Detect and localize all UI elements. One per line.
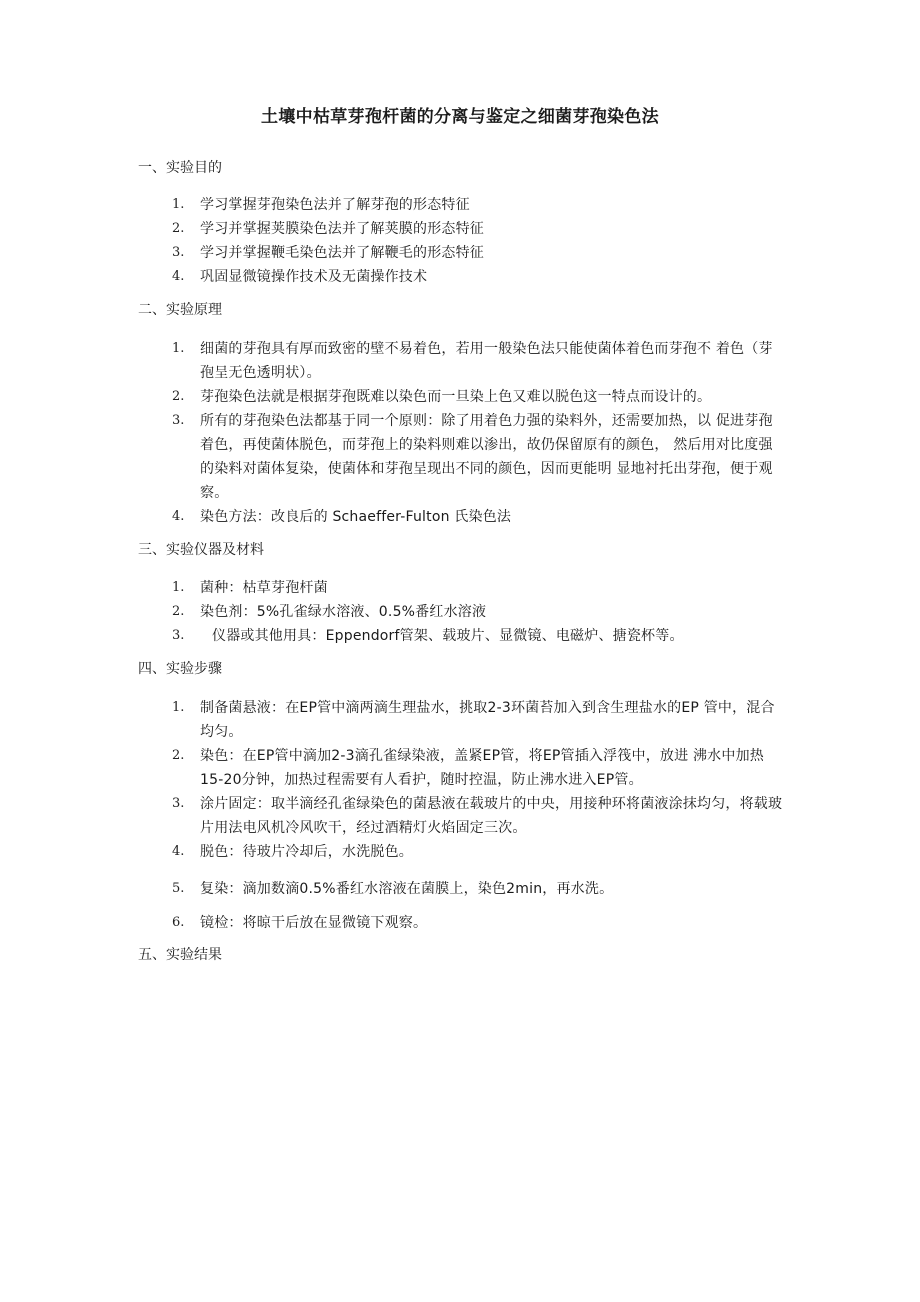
list-item (172, 337, 784, 385)
list-item-number: 4. (172, 509, 185, 524)
list-item-text: 巩固显微镜操作技术及无菌操作技术 (200, 269, 428, 285)
list-item (172, 624, 784, 648)
list-item-number: 1. (172, 700, 185, 715)
list-item (172, 241, 784, 265)
list-item (172, 792, 784, 840)
list-item-number: 3. (172, 245, 185, 260)
list-item-number: 3. (172, 628, 185, 643)
list-item-text: 学习掌握芽孢染色法并了解芽孢的形态特征 (200, 197, 470, 213)
list-item-text: 仪器或其他用具：Eppendorf管架、载玻片、显微镜、电磁炉、搪瓷杯等。 (212, 628, 684, 644)
list-item-text: 染色剂：5%孔雀绿水溶液、0.5%番红水溶液 (200, 604, 487, 620)
list-item-text: 学习并掌握荚膜染色法并了解荚膜的形态特征 (200, 221, 484, 237)
section-heading-results: 五、实验结果 (138, 947, 222, 963)
list-item (172, 840, 784, 864)
list-item (172, 385, 784, 409)
list-item (172, 265, 784, 289)
list-item (172, 744, 784, 792)
list-item-text: 学习并掌握鞭毛染色法并了解鞭毛的形态特征 (200, 245, 484, 261)
list-item-number: 3. (172, 413, 185, 428)
list-item-number: 3. (172, 796, 185, 811)
list-item-number: 2. (172, 748, 185, 763)
list-item-text: 脱色：待玻片冷却后，水洗脱色。 (200, 844, 413, 860)
list-item (172, 911, 784, 935)
list-item-text: 镜检：将晾干后放在显微镜下观察。 (200, 915, 428, 931)
list-item-text: 制备菌悬液：在EP管中滴两滴生理盐水，挑取2-3环菌苔加入到含生理盐水的EP 管中，混合均匀。 (200, 700, 775, 740)
section-heading-materials: 三、实验仪器及材料 (138, 542, 264, 558)
list-item (172, 193, 784, 217)
list-item-number: 4. (172, 844, 185, 859)
list-item-text: 菌种：枯草芽孢杆菌 (200, 580, 328, 596)
list-item-text: 所有的芽孢染色法都基于同一个原则：除了用着色力强的染料外，还需要加热，以 促进芽孢着色，再使菌体脱色，而芽孢上的染料则难以渗出，故仍保留原有的颜色， 然后用对比度强的染料对菌体复染，使菌体和芽孢呈现出不同的颜色，因而更能明 显地衬托出芽孢，便于观察。 (200, 413, 773, 501)
list-item-text: 复染：滴加数滴0.5%番红水溶液在菌膜上，染色2min，再水洗。 (200, 881, 614, 897)
document-title: 土壤中枯草芽孢杆菌的分离与鉴定之细菌芽孢染色法 (261, 107, 659, 127)
list-item (172, 600, 784, 624)
section-heading-principles: 二、实验原理 (138, 302, 222, 318)
list-item (172, 505, 784, 529)
list-item-text: 染色：在EP管中滴加2-3滴孔雀绿染液，盖紧EP管，将EP管插入浮筏中，放进 沸水中加热15-20分钟，加热过程需要有人看护，随时控温，防止沸水进入EP管。 (200, 748, 764, 788)
list-item (172, 217, 784, 241)
list-item-number: 5. (172, 881, 185, 896)
list-item-number: 2. (172, 221, 185, 236)
list-item-number: 4. (172, 269, 185, 284)
list-item-number: 2. (172, 604, 185, 619)
list-item-text: 染色方法：改良后的 Schaeffer-Fulton 氏染色法 (200, 509, 512, 525)
list-item-number: 1. (172, 197, 185, 212)
list-item-text: 细菌的芽孢具有厚而致密的壁不易着色，若用一般染色法只能使菌体着色而芽孢不 着色（芽孢呈无色透明状）。 (200, 341, 773, 381)
list-item (172, 576, 784, 600)
list-item-number: 1. (172, 580, 185, 595)
list-item (172, 877, 784, 901)
list-item-number: 6. (172, 915, 185, 930)
section-heading-procedure: 四、实验步骤 (138, 661, 222, 677)
list-item-number: 1. (172, 341, 185, 356)
list-item-text: 涂片固定：取半滴经孔雀绿染色的菌悬液在载玻片的中央，用接种环将菌液涂抹均匀，将载玻片用法电风机冷风吹干，经过酒精灯火焰固定三次。 (200, 796, 783, 836)
list-item (172, 409, 784, 505)
list-item-text: 芽孢染色法就是根据芽孢既难以染色而一旦染上色又难以脱色这一特点而设计的。 (200, 389, 712, 405)
list-item (172, 696, 784, 744)
list-item-number: 2. (172, 389, 185, 404)
section-heading-objectives: 一、实验目的 (138, 160, 222, 176)
